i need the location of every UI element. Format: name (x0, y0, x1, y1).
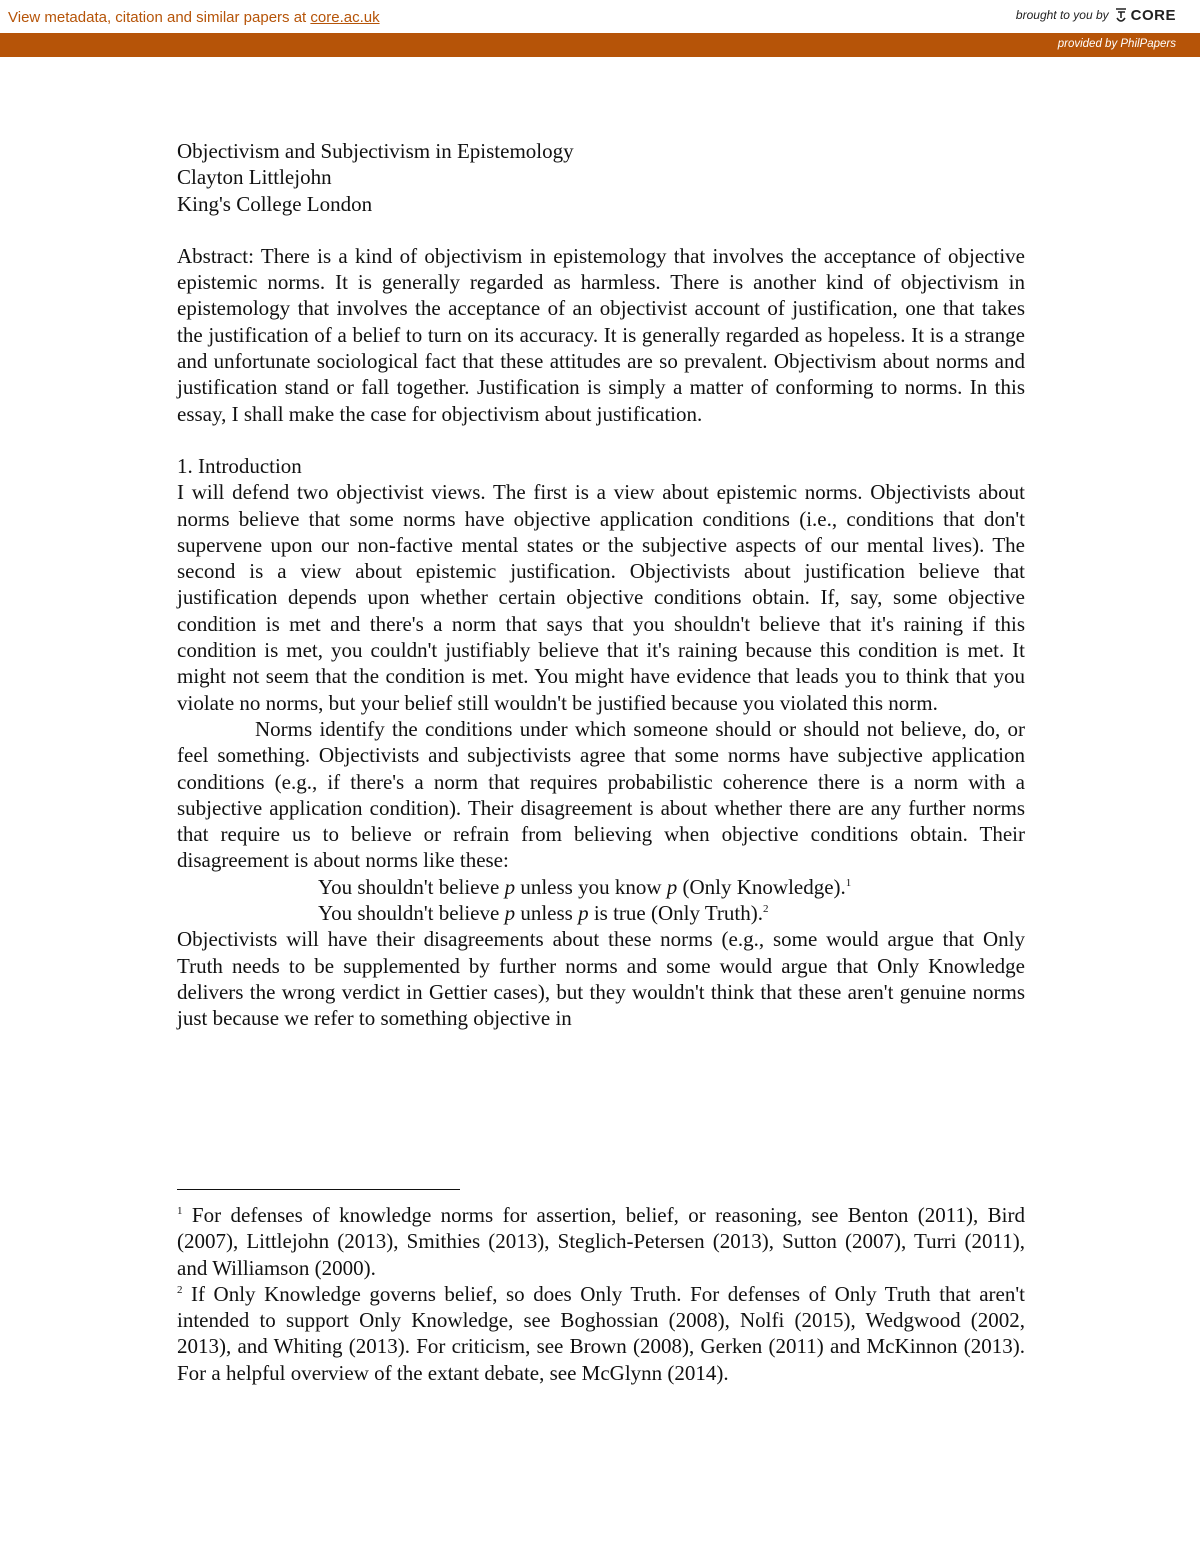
footnote-number: 1 (177, 1205, 183, 1217)
core-logo[interactable] (1113, 6, 1176, 24)
paper-title: Objectivism and Subjectivism in Epistemology (177, 139, 574, 163)
footnote-2 (177, 1281, 1025, 1386)
metadata-text: View metadata, citation and similar papers at (8, 9, 311, 26)
paper-page (177, 138, 1025, 1032)
footnote-ref-1[interactable]: 1 (845, 876, 852, 889)
footnote-text: For defenses of knowledge norms for assertion, belief, or reasoning, see Benton (2011), Bird (2007), Littlejohn (2013), Smithies (2013), Steglich-Petersen (2013), Sutton (2007), Turri (2011), and Williamson (2000). (177, 1203, 1025, 1280)
brought-by[interactable] (1016, 6, 1176, 24)
paper-affiliation: King's College London (177, 191, 373, 216)
core-header (0, 0, 1200, 33)
brought-by-text: brought to you by (1015, 8, 1109, 22)
core-orange-bar (0, 33, 1200, 57)
metadata-link[interactable] (8, 9, 380, 26)
abstract: Abstract: There is a kind of objectivism in epistemology that involves the acceptance of objective epistemic norms. It is generally regarded as harmless. There is another kind of objectivism in epistemology that involves the acceptance of an objectivist account of justification, one that takes the justification of a belief to turn on its accuracy. It is generally regarded as hopeless. It is a strange and unfortunate sociological fact that these attitudes are so prevalent. Objectivism about norms and justification stand or fall together. Justification is simply a matter of conforming to norms. In this essay, I shall make the case for objectivism about justification. (177, 243, 1025, 426)
norm-only-knowledge: You shouldn't believe p unless you know p (Only Knowledge).$^1$ (318, 874, 852, 899)
paper-author: Clayton Littlejohn (177, 165, 332, 190)
section-heading: 1. Introduction (177, 453, 302, 478)
paragraph-1: I will defend two objectivist views. The first is a view about epistemic norms. Objectivists about norms believe that some norms have objective application conditions (i.e., conditions that don't supervene upon our non-factive mental states or the subjective aspects of our mental lives). The second is a view about epistemic justification. Objectivists about justification believe that justification depends upon whether certain objective conditions obtain. If, say, some objective condition is met and there's a norm that says that you shouldn't believe that it's raining if this condition is met, you couldn't justifiably believe that it's raining because this condition is met. It might not seem that the condition is met. You might have evidence that leads you to think that you violate no norms, but your belief still wouldn't be justified because you violated this norm. (177, 480, 1025, 715)
footnote-number: 2 (177, 1283, 183, 1296)
paragraph-2: Norms identify the conditions under which someone should or should not believe, do, or feel something. Objectivists and subjectivists agree that some norms have subjective application conditions (e.g., if there's a norm that requires probabilistic coherence there is a norm with a subjective application condition). Their disagreement is about whether there are any further norms that require us to believe or refrain from believing when objective conditions obtain. Their disagreement is about norms like these: (177, 716, 1025, 873)
footnote-text: If Only Knowledge governs belief, so does Only Truth. For defenses of Only Truth that aren't intended to support Only Knowledge, see Boghossian (2008), Nolfi (2015), Wedgwood (2002, 2013), and Whiting (2013). For criticism, see Brown (2008), Gerken (2011) and McKinnon (2013). For a helpful overview of the extant debate, see McGlynn (2014). (177, 1281, 1025, 1385)
core-logo-text: CORE (1130, 6, 1176, 24)
norm-only-truth: You shouldn't believe p unless p is true (Only Truth).$^2$ (318, 901, 769, 926)
footnote-ref-2[interactable]: 2 (763, 903, 769, 916)
footnote-rule (177, 1189, 460, 1190)
footnote-1 (177, 1202, 1025, 1281)
core-ac-uk-link[interactable]: core.ac.uk (310, 9, 380, 26)
paragraph-3: Objectivists will have their disagreements about these norms (e.g., some would argue that Only Truth needs to be supplemented by further norms and some would argue that Only Knowledge delivers the wrong verdict in Gettier cases), but they wouldn't think that these aren't genuine norms just because we refer to something objective in (177, 927, 1025, 1031)
core-logo-icon (1113, 6, 1129, 24)
footnotes (177, 1202, 1025, 1386)
provided-by-text[interactable]: provided by PhilPapers (1057, 38, 1176, 50)
